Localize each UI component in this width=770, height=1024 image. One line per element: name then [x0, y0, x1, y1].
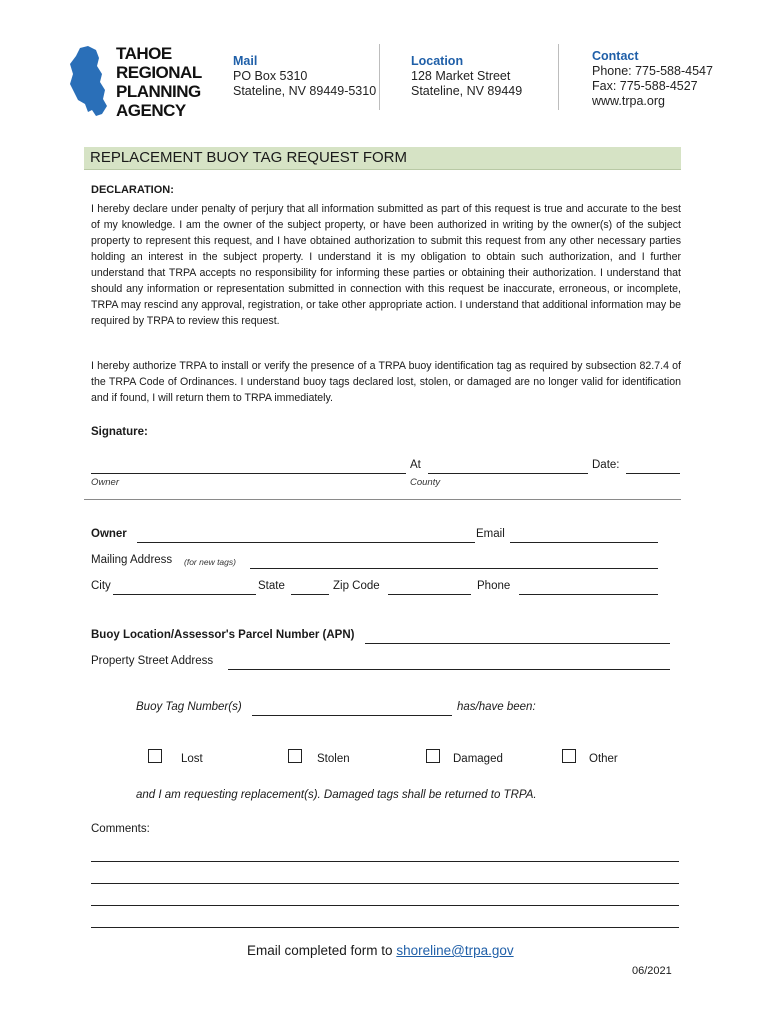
declaration-text: I hereby declare under penalty of perjury that all information submitted as part of this request is true and accurate to the best of my knowledge. I am the owner of the subject property, or have been authorized in writing by the owner(s) of the subject property to represent this request, and I have obtained authorization to submit this request from any other necessary parties holding an interest in the subject property. I understand it is my obligation to obtain such authorization, and I further understand that TRPA accepts no responsibility for informing these parties or obtaining their authorization. I understand that should any information or representation submitted in connection with this request be inaccurate, erroneous, or incomplete, TRPA may rescind any approval, registration, or take other appropriate action. I understand that additional information may be required by TRPA to review this request.	[91, 203, 681, 327]
property-street-field[interactable]	[228, 669, 670, 670]
form-title: REPLACEMENT BUOY TAG REQUEST FORM	[90, 149, 408, 166]
contact-block	[592, 49, 713, 109]
zip-label: Zip Code	[333, 580, 380, 592]
contact-heading: Contact	[592, 49, 639, 63]
property-street-label: Property Street Address	[91, 655, 214, 667]
mailing-address-label: Mailing Address	[91, 554, 173, 566]
contact-phone: Phone: 775-588-4547	[592, 64, 713, 78]
city-label: City	[91, 580, 111, 592]
declaration-heading: DECLARATION:	[91, 184, 174, 196]
lost-checkbox[interactable]	[148, 749, 162, 763]
location-line-1: 128 Market Street	[411, 69, 511, 83]
email-instructions	[247, 943, 514, 958]
signature-label: Signature:	[91, 426, 148, 438]
comments-line[interactable]	[91, 883, 679, 884]
location-heading: Location	[411, 54, 464, 68]
owner-label: Owner	[91, 528, 127, 540]
contact-fax: Fax: 775-588-4527	[592, 79, 698, 93]
stolen-checkbox[interactable]	[288, 749, 302, 763]
authorization-text: I hereby authorize TRPA to install or verify the presence of a TRPA buoy identification tag as required by subsection 82.7.4 of the TRPA Code of Ordinances. I understand buoy tags declared lost, stolen, or damaged are no longer valid for identification and if found, I will return them to TRPA immediately.	[91, 360, 681, 404]
comments-label: Comments:	[91, 823, 150, 835]
owner-caption: Owner	[91, 477, 119, 488]
header-divider	[558, 44, 559, 110]
mail-heading: Mail	[233, 54, 258, 68]
location-address-block	[411, 54, 522, 99]
mail-address-block	[233, 54, 376, 99]
mail-line-1: PO Box 5310	[233, 69, 308, 83]
signature-date-label: Date:	[592, 459, 620, 471]
shoreline-email-link[interactable]: shoreline@trpa.gov	[396, 943, 514, 958]
state-label: State	[258, 580, 285, 592]
section-divider	[84, 499, 681, 500]
header-divider	[379, 44, 380, 110]
comments-line[interactable]	[91, 905, 679, 906]
other-label: Other	[589, 753, 618, 765]
stolen-label: Stolen	[317, 753, 350, 765]
lost-label: Lost	[181, 753, 203, 765]
has-been-label: has/have been:	[457, 701, 536, 713]
email-field[interactable]	[510, 542, 658, 543]
phone-field[interactable]	[519, 594, 658, 595]
damaged-checkbox[interactable]	[426, 749, 440, 763]
mailing-address-field[interactable]	[250, 568, 658, 569]
contact-website: www.trpa.org	[592, 94, 665, 108]
signature-at-label: At	[410, 459, 421, 471]
damaged-label: Damaged	[453, 753, 503, 765]
email-label: Email	[476, 528, 505, 540]
owner-signature-line[interactable]	[91, 473, 406, 474]
mailing-address-note: (for new tags)	[184, 557, 236, 567]
email-instructions-prefix: Email completed form to	[247, 943, 393, 958]
state-field[interactable]	[291, 594, 329, 595]
agency-logo-text: TAHOE REGIONAL PLANNING AGENCY	[116, 44, 202, 120]
county-line[interactable]	[428, 473, 588, 474]
buoy-tag-field[interactable]	[252, 715, 452, 716]
location-line-2: Stateline, NV 89449	[411, 84, 523, 98]
date-line[interactable]	[626, 473, 680, 474]
apn-label: Buoy Location/Assessor's Parcel Number (APN)	[91, 629, 355, 641]
comments-line[interactable]	[91, 927, 679, 928]
buoy-tag-label: Buoy Tag Number(s)	[136, 701, 242, 713]
apn-field[interactable]	[365, 643, 670, 644]
other-checkbox[interactable]	[562, 749, 576, 763]
lake-tahoe-logo-icon	[66, 44, 114, 118]
zip-field[interactable]	[388, 594, 471, 595]
county-caption: County	[410, 477, 441, 488]
form-revision-date: 06/2021	[632, 965, 672, 977]
mail-line-2: Stateline, NV 89449-5310	[233, 84, 377, 98]
owner-name-field[interactable]	[137, 542, 475, 543]
comments-line[interactable]	[91, 861, 679, 862]
form-title-bar	[84, 147, 681, 170]
city-field[interactable]	[113, 594, 256, 595]
phone-label: Phone	[477, 580, 511, 592]
replacement-text: and I am requesting replacement(s). Damaged tags shall be returned to TRPA.	[136, 789, 537, 801]
